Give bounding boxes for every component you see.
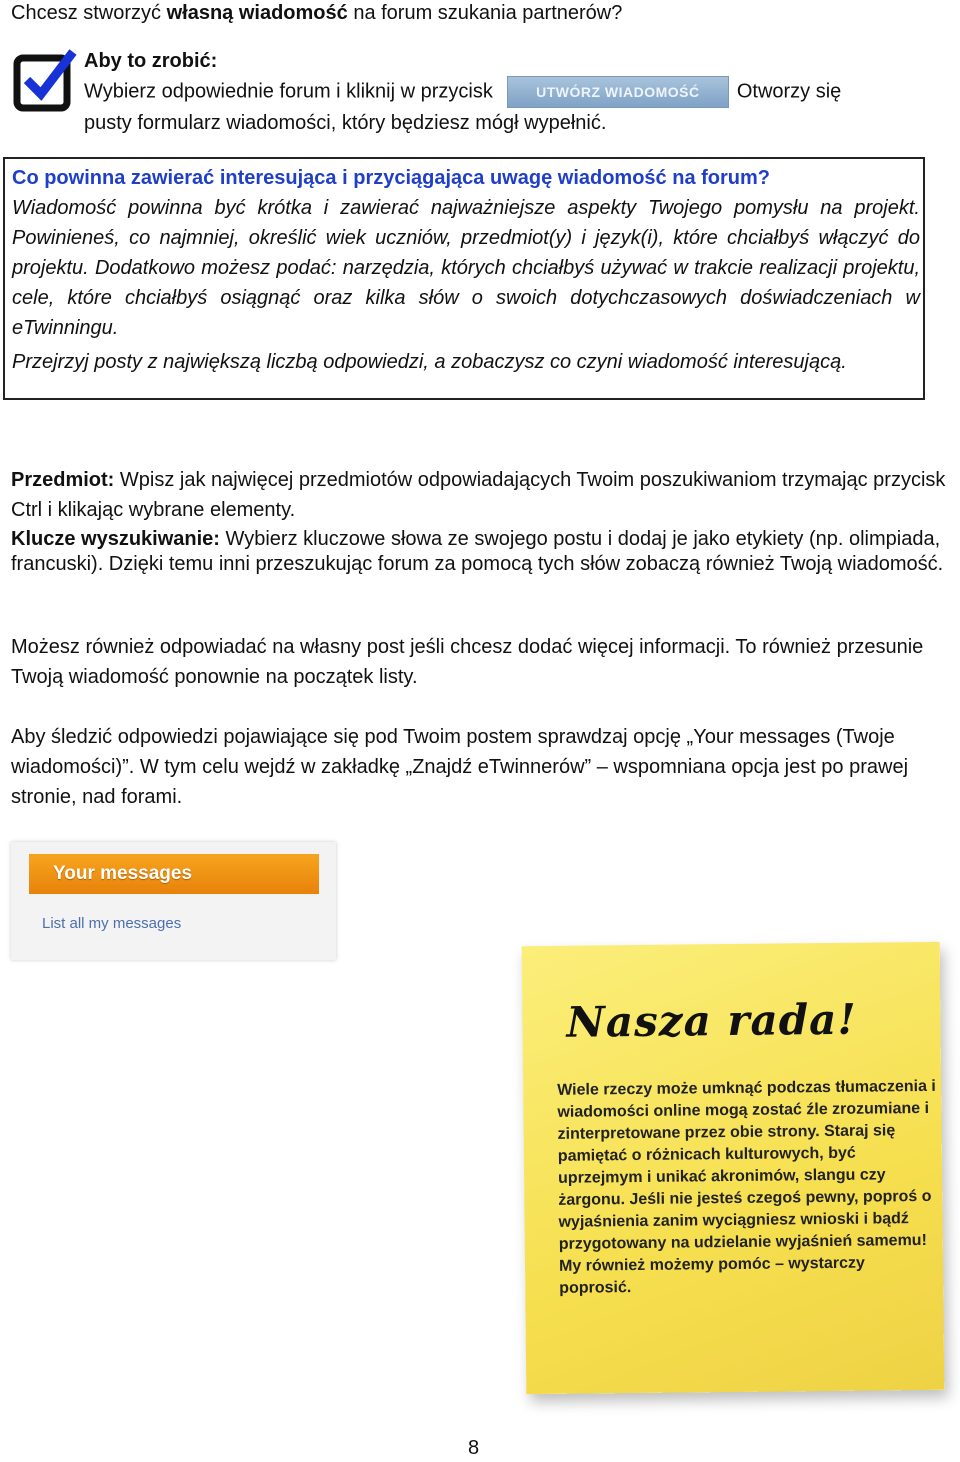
info-paragraph-2: Przejrzyj posty z największą liczbą odpowiedzi, a zobaczysz co czyni wiadomość interesującą. bbox=[12, 351, 847, 373]
advice-sticky-note bbox=[522, 942, 945, 1394]
howto-title: Aby to zrobić: bbox=[84, 50, 218, 72]
intro-prefix: Chcesz stworzyć bbox=[11, 2, 167, 24]
track-paragraph: Aby śledzić odpowiedzi pojawiające się pod Twoim postem sprawdzaj opcję „Your messages (Twoje wiadomości)”. W tym celu wejdź w zakładkę „Znajdź eTwinnerów” – wspomniana opcja jest po prawej stronie, nad forami. bbox=[11, 726, 909, 808]
advice-text: Wiele rzeczy może umknąć podczas tłumaczenia i wiadomości online mogą zostać źle zrozumiane i zinterpretowane przez obie strony. Staraj się pamiętać o różnicach kulturowych, być uprzejmym i unikać akronimów, slangu czy żargonu. Jeśli nie jesteś czegoś pewny, poproś o wyjaśnienia zanim wyciągniesz wnioski i bądź przygotowany na udzielanie wyjaśnień samemu! My również możemy pomóc – wystarczy poprosić. bbox=[557, 1077, 936, 1297]
info-paragraph-1: Wiadomość powinna być krótka i zawierać najważniejsze aspekty Twojego pomysłu na projekt. Powinieneś, co najmniej, określić wiek uczniów, przedmiot(y) i język(i), które chciałbyś włączyć do projektu. Dodatkowo możesz podać: narzędzia, których chciałbyś używać w trakcie realizacji projektu, cele, które chciałbyś osiągnąć oraz kilka słów o swoich dotychczasowych doświadczeniach w eTwinningu. bbox=[12, 197, 920, 339]
your-messages-widget bbox=[11, 842, 336, 960]
info-box-title: Co powinna zawierać interesująca i przyciągająca uwagę wiadomość na forum? bbox=[12, 167, 771, 189]
howto-line-1 bbox=[84, 76, 944, 108]
your-messages-header: Your messages bbox=[29, 854, 319, 894]
intro-suffix: na forum szukania partnerów? bbox=[347, 2, 623, 24]
howto-line1-end: Otworzy się bbox=[736, 80, 842, 103]
howto-line-2: pusty formularz wiadomości, który będziesz mógł wypełnić. bbox=[84, 112, 607, 134]
subject-text: Wpisz jak najwięcej przedmiotów odpowiadających Twoim poszukiwaniom trzymając przycisk Ctrl i klikając wybrane elementy. bbox=[11, 469, 946, 521]
keywords-text: Wybierz kluczowe słowa ze swojego postu i dodaj je jako etykiety (np. olimpiada, francuski). Dzięki temu inni przeszukując forum za pomocą tych słów zobaczą również Twoją wiadomość. bbox=[11, 528, 944, 575]
list-all-messages-link[interactable]: List all my messages bbox=[42, 915, 182, 932]
page-number: 8 bbox=[468, 1437, 480, 1459]
advice-title: Nasza rada! bbox=[566, 994, 858, 1047]
keywords-label: Klucze wyszukiwanie: bbox=[11, 528, 220, 550]
howto-section bbox=[84, 46, 944, 138]
info-box-body bbox=[12, 193, 920, 377]
intro-bold: własną wiadomość bbox=[166, 2, 348, 24]
subject-label: Przedmiot: bbox=[11, 469, 115, 491]
checkbox-icon bbox=[13, 48, 77, 112]
howto-line1-text: Wybierz odpowiednie forum i kliknij w przycisk bbox=[84, 80, 493, 103]
intro-question bbox=[11, 0, 622, 26]
subject-paragraph bbox=[11, 465, 946, 525]
create-message-button[interactable]: UTWÓRZ WIADOMOŚĆ bbox=[507, 76, 729, 108]
reply-paragraph: Możesz również odpowiadać na własny post jeśli chcesz dodać więcej informacji. To również przesunie Twoją wiadomość ponownie na początek listy. bbox=[11, 636, 924, 688]
keywords-paragraph bbox=[11, 527, 951, 577]
